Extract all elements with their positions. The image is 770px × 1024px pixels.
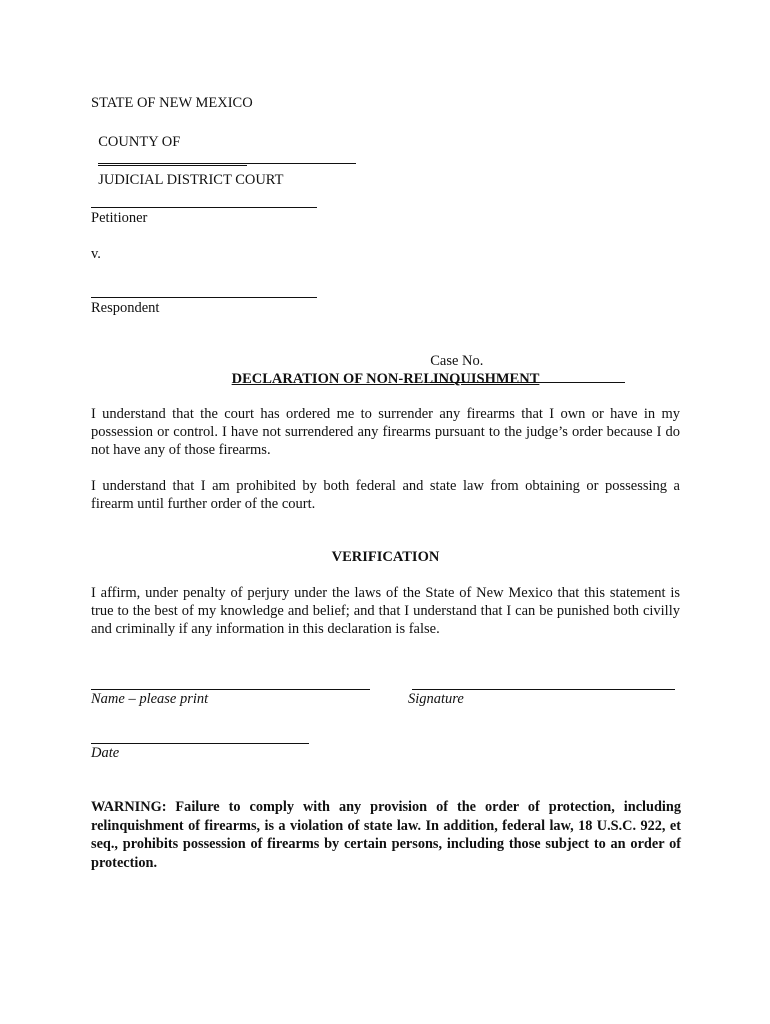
warning-paragraph: WARNING: Failure to comply with any provision of the order of protection, including relinquishment of firearms, is a violation of state law. In addition, federal law, 18 U.S.C. 922, et seq., prohibits possession of firearms by certain persons, including those subject to an order of protection. — [91, 799, 681, 871]
name-label: Name – please print — [91, 691, 209, 707]
petitioner-blank[interactable] — [91, 207, 317, 208]
case-no-label: Case No. — [430, 353, 484, 369]
petitioner-label: Petitioner — [91, 210, 148, 226]
declaration-paragraph-2: I understand that I am prohibited by both federal and state law from obtaining or possessing a firearm until further order of the court. — [91, 478, 680, 512]
verification-title: VERIFICATION — [331, 549, 440, 565]
declaration-title-text: DECLARATION OF NON-RELINQUISHMENT — [231, 371, 540, 387]
district-blank[interactable] — [98, 153, 247, 166]
court-line — [91, 135, 283, 189]
state-heading: STATE OF NEW MEXICO — [91, 95, 253, 111]
versus-label: v. — [91, 246, 101, 262]
signature-label: Signature — [408, 691, 464, 707]
county-label: COUNTY OF — [98, 134, 181, 150]
verification-paragraph: I affirm, under penalty of perjury under the laws of the State of New Mexico that this statement is true to the best of my knowledge and belief; and that I understand that I can be punished both civilly and criminally if any information in this declaration is false. — [91, 585, 680, 637]
declaration-paragraph-1: I understand that the court has ordered me to surrender any firearms that I own or have in my possession or control. I have not surrendered any firearms pursuant to the judge’s order because I do not have any of those firearms. — [91, 406, 680, 458]
date-blank[interactable] — [91, 743, 309, 744]
declaration-title — [91, 370, 680, 388]
respondent-blank[interactable] — [91, 297, 317, 298]
respondent-label: Respondent — [91, 300, 160, 316]
date-label: Date — [91, 745, 120, 761]
court-label: JUDICIAL DISTRICT COURT — [98, 172, 284, 188]
